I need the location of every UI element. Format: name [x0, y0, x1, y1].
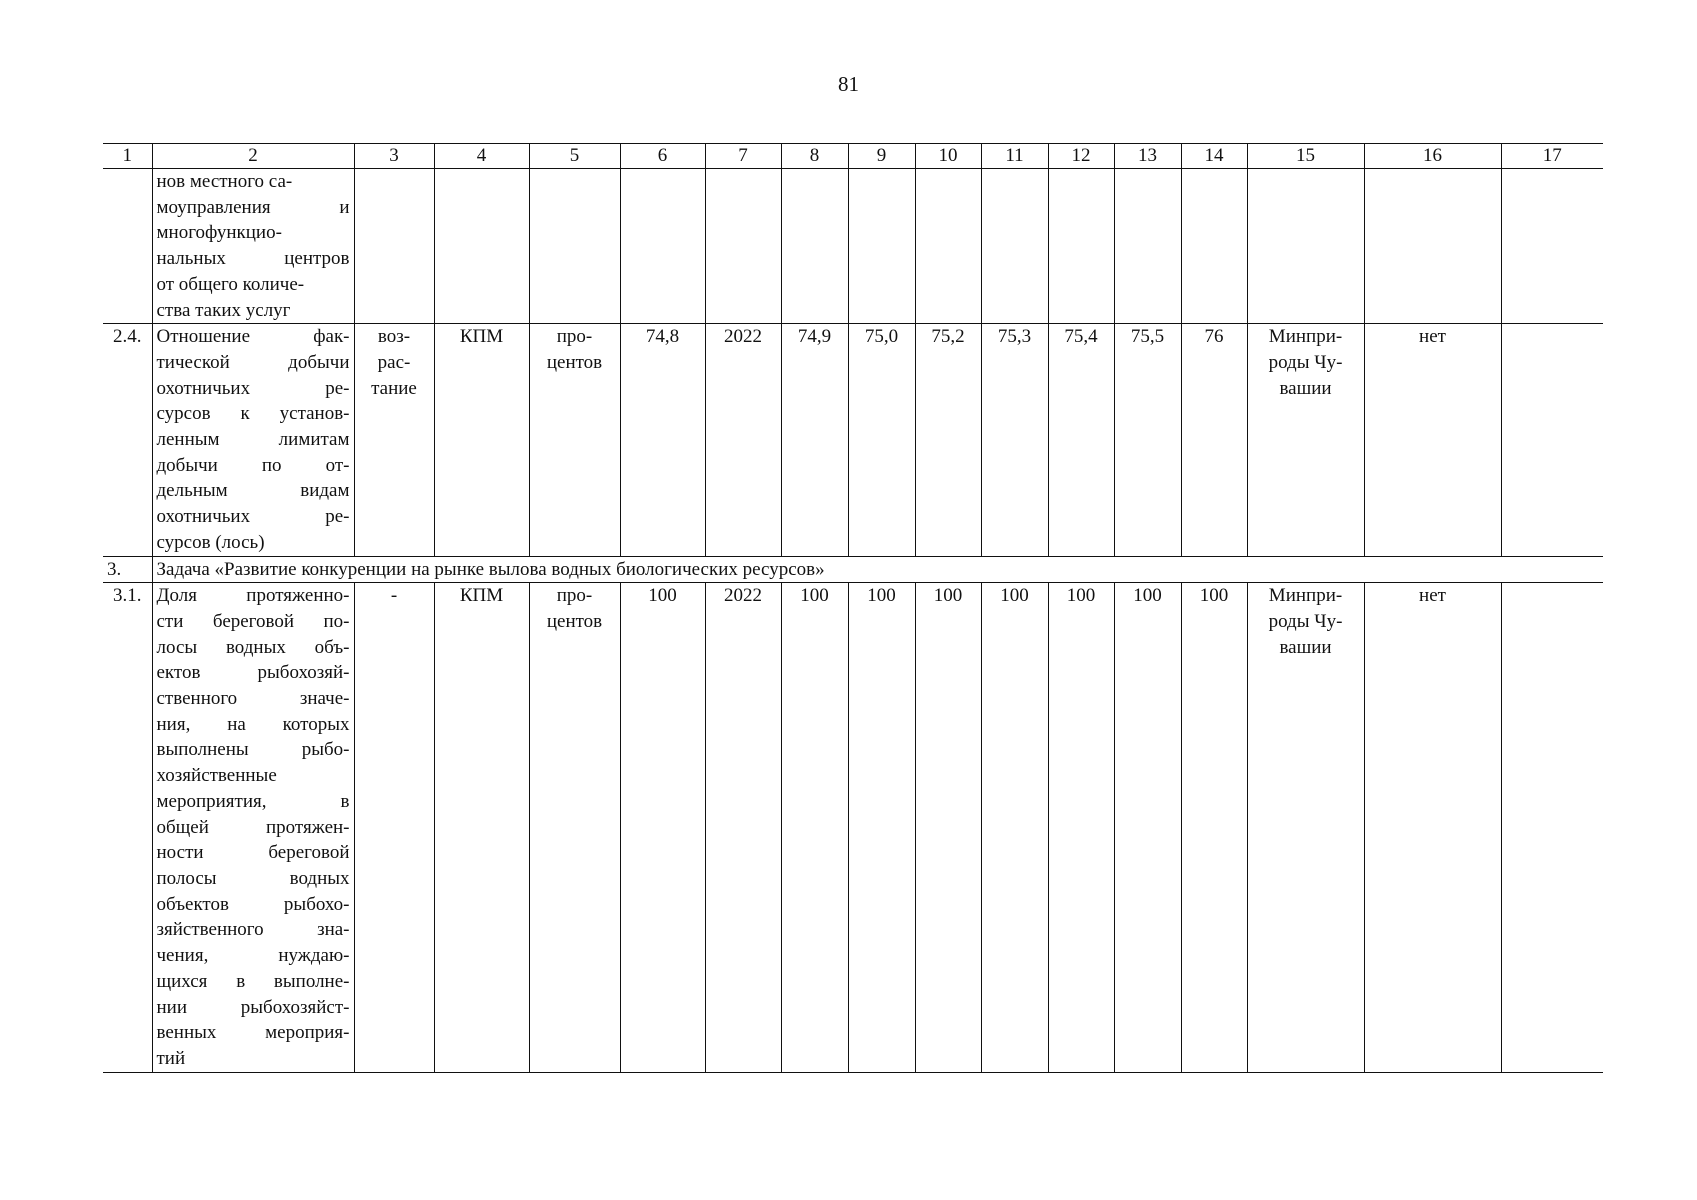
indicator-name-cell [152, 583, 354, 1072]
header-cell: 12 [1048, 144, 1114, 169]
header-cell: 15 [1247, 144, 1364, 169]
empty-cell [529, 169, 620, 324]
direction-line: рас- [377, 351, 411, 373]
header-cell: 2 [152, 144, 354, 169]
header-cell: 3 [354, 144, 434, 169]
table-row-continuation [103, 169, 1603, 324]
header-cell: 13 [1114, 144, 1181, 169]
header-cell: 1 [103, 144, 152, 169]
level-cell: КПМ [434, 324, 529, 556]
task-title-cell: Задача «Развитие конкуренции на рынке вылова водных биологических ресурсов» [152, 556, 1603, 583]
value-cell: 75,0 [848, 324, 915, 556]
name-line: нии рыбохозяйст- [156, 996, 350, 1018]
name-line: сти береговой по- [156, 610, 350, 632]
value-cell: 75,4 [1048, 324, 1114, 556]
value-cell: 75,5 [1114, 324, 1181, 556]
base-year-cell: 2022 [705, 583, 781, 1072]
header-cell: 16 [1364, 144, 1501, 169]
header-cell: 14 [1181, 144, 1247, 169]
header-cell: 11 [981, 144, 1048, 169]
name-line: общей протяжен- [156, 816, 350, 838]
name-line: нальных центров [156, 248, 350, 270]
direction-cell: - [354, 583, 434, 1072]
value-cell: 75,2 [915, 324, 981, 556]
header-cell: 9 [848, 144, 915, 169]
header-cell: 8 [781, 144, 848, 169]
responsible-cell [1247, 324, 1364, 556]
responsible-line: Минпри- [1268, 326, 1343, 348]
name-line: мероприятия, в [156, 790, 350, 812]
header-cell: 6 [620, 144, 705, 169]
responsible-cell [1247, 583, 1364, 1072]
page-number: 81 [838, 72, 859, 96]
responsible-line: роды Чу- [1268, 610, 1343, 632]
name-line: лосы водных объ- [156, 636, 350, 658]
value-cell: 75,3 [981, 324, 1048, 556]
value-cell: 100 [1114, 583, 1181, 1072]
unit-line: про- [556, 326, 593, 348]
empty-cell [434, 169, 529, 324]
name-line: выполнены рыбо- [156, 739, 350, 761]
base-value-cell: 100 [620, 583, 705, 1072]
empty-cell [1048, 169, 1114, 324]
row-number-cell: 3. [103, 556, 152, 583]
unit-line: центов [546, 351, 603, 373]
empty-cell [1501, 169, 1603, 324]
value-cell: 76 [1181, 324, 1247, 556]
empty-cell [781, 169, 848, 324]
name-line: ности береговой [156, 842, 350, 864]
name-line: щихся в выполне- [156, 970, 350, 992]
name-line: Отношение фак- [156, 326, 350, 348]
header-cell: 5 [529, 144, 620, 169]
direction-line: воз- [377, 326, 411, 348]
header-cell: 4 [434, 144, 529, 169]
empty-cell [1114, 169, 1181, 324]
value-cell: 100 [848, 583, 915, 1072]
table-header-row [103, 144, 1603, 169]
name-line: моуправления и [156, 196, 350, 218]
unit-line: центов [546, 610, 603, 632]
unit-cell [529, 583, 620, 1072]
name-line: охотничьих ре- [156, 506, 350, 528]
name-line: ства таких услуг [156, 299, 291, 321]
value-cell: 100 [1048, 583, 1114, 1072]
base-value-cell: 74,8 [620, 324, 705, 556]
name-line: ственного значе- [156, 688, 350, 710]
empty-cell [915, 169, 981, 324]
value-cell: 100 [781, 583, 848, 1072]
value-cell: 100 [1181, 583, 1247, 1072]
header-cell: 7 [705, 144, 781, 169]
row-number-cell [103, 169, 152, 324]
name-line: от общего количе- [156, 273, 305, 295]
link-cell: нет [1364, 324, 1501, 556]
indicator-name-cell [152, 169, 354, 324]
link-cell: нет [1364, 583, 1501, 1072]
empty-cell [1247, 169, 1364, 324]
empty-cell [705, 169, 781, 324]
indicator-name-cell [152, 324, 354, 556]
table-row-2-4 [103, 324, 1603, 556]
name-line: чения, нуждаю- [156, 945, 350, 967]
name-line: нов местного са- [156, 171, 293, 192]
table-row-task-3 [103, 556, 1603, 583]
header-cell: 17 [1501, 144, 1603, 169]
name-line: сурсов (лось) [156, 531, 265, 553]
row-number-cell: 3.1. [103, 583, 152, 1072]
name-line: полосы водных [156, 867, 350, 889]
empty-cell [848, 169, 915, 324]
value-cell: 100 [915, 583, 981, 1072]
row-number-cell: 2.4. [103, 324, 152, 556]
header-cell: 10 [915, 144, 981, 169]
empty-cell [354, 169, 434, 324]
extra-cell [1501, 324, 1603, 556]
name-line: объектов рыбохо- [156, 893, 350, 915]
name-line: ленным лимитам [156, 429, 350, 451]
responsible-line: вашии [1279, 377, 1332, 399]
name-line: многофункцио- [156, 222, 282, 244]
indicators-table [103, 143, 1603, 1073]
base-year-cell: 2022 [705, 324, 781, 556]
name-line: дельным видам [156, 480, 350, 502]
direction-line: тание [371, 377, 417, 399]
responsible-line: роды Чу- [1268, 351, 1343, 373]
responsible-line: Минпри- [1268, 585, 1343, 607]
empty-cell [981, 169, 1048, 324]
empty-cell [1364, 169, 1501, 324]
extra-cell [1501, 583, 1603, 1072]
level-cell: КПМ [434, 583, 529, 1072]
direction-cell [354, 324, 434, 556]
name-line: Доля протяженно- [156, 585, 350, 607]
empty-cell [1181, 169, 1247, 324]
name-line: венных мероприя- [156, 1022, 350, 1044]
unit-line: про- [556, 585, 593, 607]
name-line: ния, на которых [156, 713, 350, 735]
responsible-line: вашии [1279, 636, 1332, 658]
name-line: ектов рыбохозяй- [156, 662, 350, 684]
name-line: тий [156, 1047, 186, 1069]
unit-cell [529, 324, 620, 556]
name-line: добычи по от- [156, 454, 350, 476]
table-row-3-1 [103, 583, 1603, 1072]
name-line: зяйственного зна- [156, 919, 350, 941]
value-cell: 100 [981, 583, 1048, 1072]
name-line: тической добычи [156, 351, 350, 373]
value-cell: 74,9 [781, 324, 848, 556]
name-line: сурсов к установ- [156, 403, 350, 425]
name-line: хозяйственные [156, 765, 277, 787]
empty-cell [620, 169, 705, 324]
name-line: охотничьих ре- [156, 377, 350, 399]
